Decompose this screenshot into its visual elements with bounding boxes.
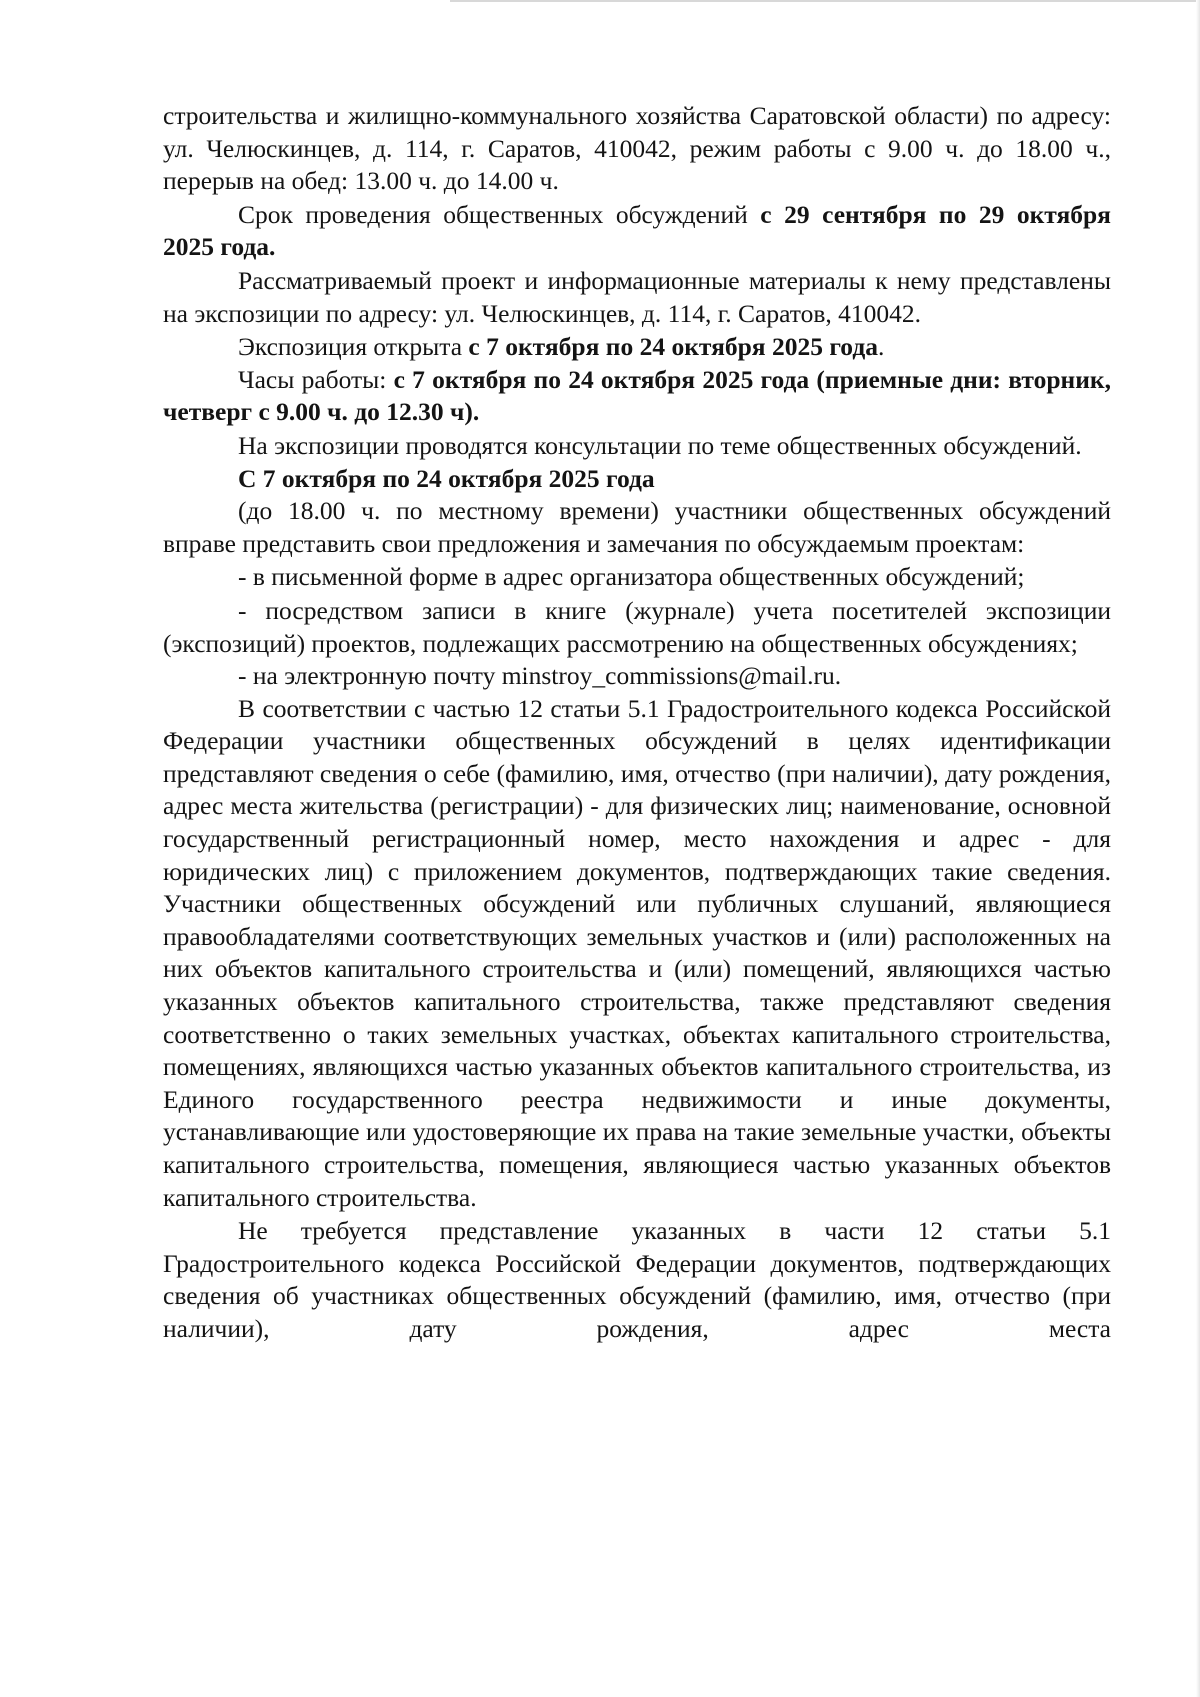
paragraph-text: Часы работы:: [238, 364, 394, 394]
paragraph-text: На экспозиции проводятся консультации по теме общественных обсуждений.: [238, 430, 1082, 460]
paragraph-proposals-dates: [163, 463, 1111, 496]
list-item-written-form: [163, 561, 1111, 594]
paragraph-consultations: [163, 430, 1111, 463]
paragraph-text: Рассматриваемый проект и информационные материалы к нему представлены на экспозиции по адресу: ул. Челюскинцев, д. 114, г. Саратов, 410042.: [163, 265, 1111, 328]
paragraph-text: В соответствии с частью 12 статьи 5.1 Градостроительного кодекса Российской Федерации участники общественных обсуждений в целях идентификации представляют сведения о себе (фамилию, имя, отчество (при наличии), дату рождения, адрес места жительства (регистрации) - для физических лиц; наименование, основной государственный регистрационный номер, место нахождения и адрес - для юридических лиц) с приложением документов, подтверждающих такие сведения. Участники общественных обсуждений или публичных слушаний, являющиеся правообладателями соответствующих земельных участков и (или) расположенных на них объектов капитального строительства и (или) помещений, являющихся частью указанных объектов капитального строительства, также представляют сведения соответственно о таких земельных участках, объектах капитального строительства, помещениях, являющихся частью указанных объектов капитального строительства, из Единого государственного реестра недвижимости и иные документы, устанавливающие или удостоверяющие их права на такие земельные участки, объекты капитального строительства, помещения, являющиеся частью указанных объектов капитального строительства.: [163, 693, 1111, 1212]
paragraph-project-materials: [163, 265, 1111, 330]
paragraph-text: строительства и жилищно-коммунального хозяйства Саратовской области) по адресу: ул. Челюскинцев, д. 114, г. Саратов, 410042, режим работы с 9.00 ч. до 18.00 ч., перерыв на обед: 13.00 ч. до 14.00 ч.: [163, 101, 1111, 196]
email-text: - на электронную почту minstroy_commissions@mail.ru.: [238, 661, 842, 691]
paragraph-working-hours: [163, 364, 1111, 429]
paragraph-text: - в письменной форме в адрес организатора общественных обсуждений;: [238, 562, 1025, 592]
paragraph-exposition-open: [163, 331, 1111, 364]
paragraph-discussion-period: [163, 199, 1111, 264]
discussion-period-dates: с 29 сентября по 29 октября 2025 года.: [163, 199, 1111, 262]
paragraph-text: Экспозиция открыта: [238, 332, 469, 362]
proposals-dates: С 7 октября по 24 октября 2025 года: [238, 463, 655, 493]
paragraph-text: (до 18.00 ч. по местному времени) участники общественных обсуждений вправе представить свои предложения и замечания по обсуждаемым проектам:: [163, 496, 1111, 558]
working-hours-details: с 7 октября по 24 октября 2025 года (приемные дни: вторник, четверг с 9.00 ч. до 12.30 ч).: [163, 364, 1111, 427]
paragraph-text: - посредством записи в книге (журнале) учета посетителей экспозиции (экспозиций) проектов, подлежащих рассмотрению на общественных обсуждениях;: [163, 595, 1111, 658]
list-item-email: [163, 660, 1111, 693]
scan-top-edge: [450, 0, 1200, 2]
document-body: [163, 100, 1111, 1346]
exposition-dates: с 7 октября по 24 октября 2025 года: [468, 332, 878, 362]
paragraph-documents-not-required: [163, 1215, 1111, 1345]
paragraph-identification-requirements: [163, 693, 1111, 1215]
paragraph-text: Срок проведения общественных обсуждений: [238, 199, 761, 229]
paragraph-address-continued: [163, 100, 1111, 198]
paragraph-proposals-deadline: [163, 495, 1111, 560]
paragraph-text: Не требуется представление указанных в части 12 статьи 5.1 Градостроительного кодекса Российской Федерации документов, подтверждающих сведения об участниках общественных обсуждений (фамилию, имя, отчество (при наличии), дату рождения, адрес места: [163, 1216, 1111, 1343]
scan-right-edge: [1196, 0, 1200, 1697]
paragraph-text: .: [877, 332, 885, 362]
list-item-visitor-book: [163, 595, 1111, 660]
